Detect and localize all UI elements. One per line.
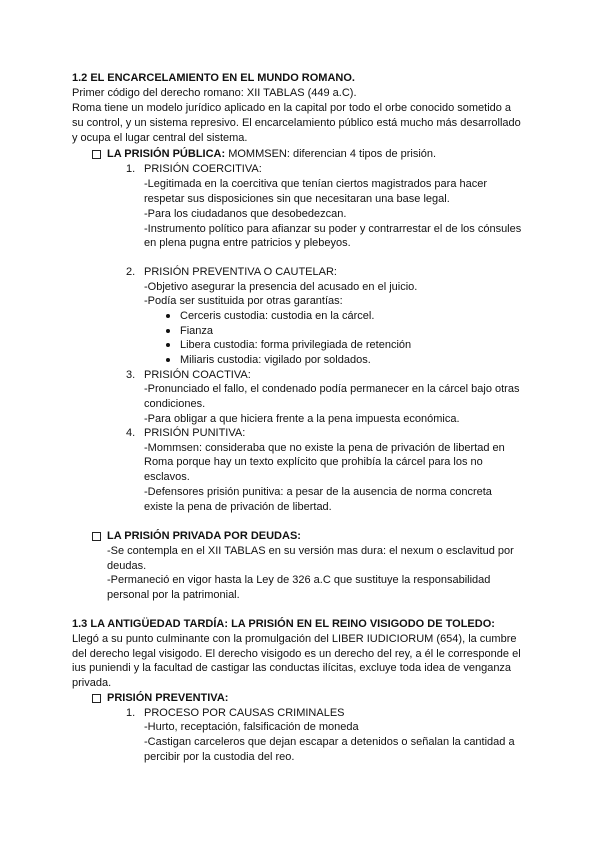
list-item-line: esclavos. xyxy=(144,471,190,483)
list-item-line: -Instrumento político para afianzar su poder y contrarrestar el de los cónsules xyxy=(144,223,522,235)
list-item-line: -Para obligar a que hiciera frente a la pena impuesta económica. xyxy=(144,413,460,425)
list-item-title: PRISIÓN COACTIVA: xyxy=(144,369,251,381)
section-heading: 1.3 LA ANTIGÜEDAD TARDÍA: LA PRISIÓN EN EL REINO VISIGODO DE TOLEDO: xyxy=(72,618,495,630)
section-heading: 1.2 EL ENCARCELAMIENTO EN EL MUNDO ROMANO. xyxy=(72,72,355,84)
list-item-line: -Objetivo asegurar la presencia del acusado en el juicio. xyxy=(144,281,418,293)
bullet-item: Fianza xyxy=(180,325,214,337)
paragraph-line: su control, y un sistema represivo. El encarcelamiento público está mucho más desarrollado xyxy=(72,117,521,129)
list-item-line: -Mommsen: consideraba que no existe la pena de privación de libertad en xyxy=(144,442,505,454)
list-number: 1. xyxy=(126,707,136,719)
list-item-title: PRISIÓN PREVENTIVA O CAUTELAR: xyxy=(144,266,337,278)
list-item-line: Roma porque hay un texto explícito que prohibía la cárcel para los no xyxy=(144,456,483,468)
checkbox-icon[interactable] xyxy=(92,532,101,541)
paragraph-line: -Se contempla en el XII TABLAS en su versión mas dura: el nexum o esclavitud por xyxy=(107,545,514,557)
paragraph-line: deudas. xyxy=(107,560,147,572)
list-item-line: -Podía ser sustituida por otras garantías: xyxy=(144,295,343,307)
bullet-item: Miliaris custodia: vigilado por soldados. xyxy=(180,354,371,366)
checkbox-icon[interactable] xyxy=(92,150,101,159)
paragraph-line: y ocupa el lugar central del sistema. xyxy=(72,132,248,144)
bullet-icon xyxy=(166,314,170,318)
list-item-line: en plena pugna entre patricios y plebeyos. xyxy=(144,237,351,249)
list-item-line: percibir por la custodia del reo. xyxy=(144,751,295,763)
paragraph-line: privada. xyxy=(72,677,112,689)
list-item-line: -Defensores prisión punitiva: a pesar de la ausencia de norma concreta xyxy=(144,486,492,498)
list-item-line: -Para los ciudadanos que desobedezcan. xyxy=(144,208,347,220)
paragraph-line: personal por la patrimonial. xyxy=(107,589,240,601)
list-number: 4. xyxy=(126,427,136,439)
list-number: 3. xyxy=(126,369,136,381)
paragraph-line: del derecho legal visigodo. El derecho visigodo es un derecho del rey, a él le corresponde el xyxy=(72,648,521,660)
list-item-title: PRISIÓN COERCITIVA: xyxy=(144,163,262,175)
list-item-line: respetar sus disposiciones sin que necesitaran una base legal. xyxy=(144,193,450,205)
list-item-line: -Pronunciado el fallo, el condenado podía permanecer en la cárcel bajo otras xyxy=(144,383,520,395)
list-item-line: -Hurto, receptación, falsificación de moneda xyxy=(144,721,359,733)
subsection-heading: LA PRISIÓN PÚBLICA: MOMMSEN: diferencian 4 tipos de prisión. xyxy=(107,148,437,160)
list-item-line: existe la pena de privación de libertad. xyxy=(144,501,332,513)
paragraph-line: ius puniendi y la facultad de castigar las conductas ilícitas, excluye toda idea de venganza xyxy=(72,662,512,674)
subsection-heading: PRISIÓN PREVENTIVA: xyxy=(107,692,229,704)
paragraph-line: Roma tiene un modelo jurídico aplicado en la capital por todo el orbe conocido sometido a xyxy=(72,102,512,114)
bullet-item: Cerceris custodia: custodia en la cárcel. xyxy=(180,310,375,322)
list-item-line: condiciones. xyxy=(144,398,206,410)
bullet-icon xyxy=(166,343,170,347)
list-number: 1. xyxy=(126,163,136,175)
paragraph-line: Llegó a su punto culminante con la promulgación del LIBER IUDICIORUM (654), la cumbre xyxy=(72,633,517,645)
list-item-line: -Legitimada en la coercitiva que tenían ciertos magistrados para hacer xyxy=(144,178,488,190)
paragraph-line: -Permaneció en vigor hasta la Ley de 326 a.C que sustituye la responsabilidad xyxy=(107,574,491,586)
paragraph-line: Primer código del derecho romano: XII TABLAS (449 a.C). xyxy=(72,87,357,99)
list-item-title: PRISIÓN PUNITIVA: xyxy=(144,427,246,439)
list-number: 2. xyxy=(126,266,136,278)
subsection-heading: LA PRISIÓN PRIVADA POR DEUDAS: xyxy=(107,530,301,542)
bullet-icon xyxy=(166,329,170,333)
list-item-title: PROCESO POR CAUSAS CRIMINALES xyxy=(144,707,345,719)
bullet-icon xyxy=(166,358,170,362)
bullet-item: Libera custodia: forma privilegiada de retención xyxy=(180,339,412,351)
list-item-line: -Castigan carceleros que dejan escapar a detenidos o señalan la cantidad a xyxy=(144,736,515,748)
checkbox-icon[interactable] xyxy=(92,694,101,703)
